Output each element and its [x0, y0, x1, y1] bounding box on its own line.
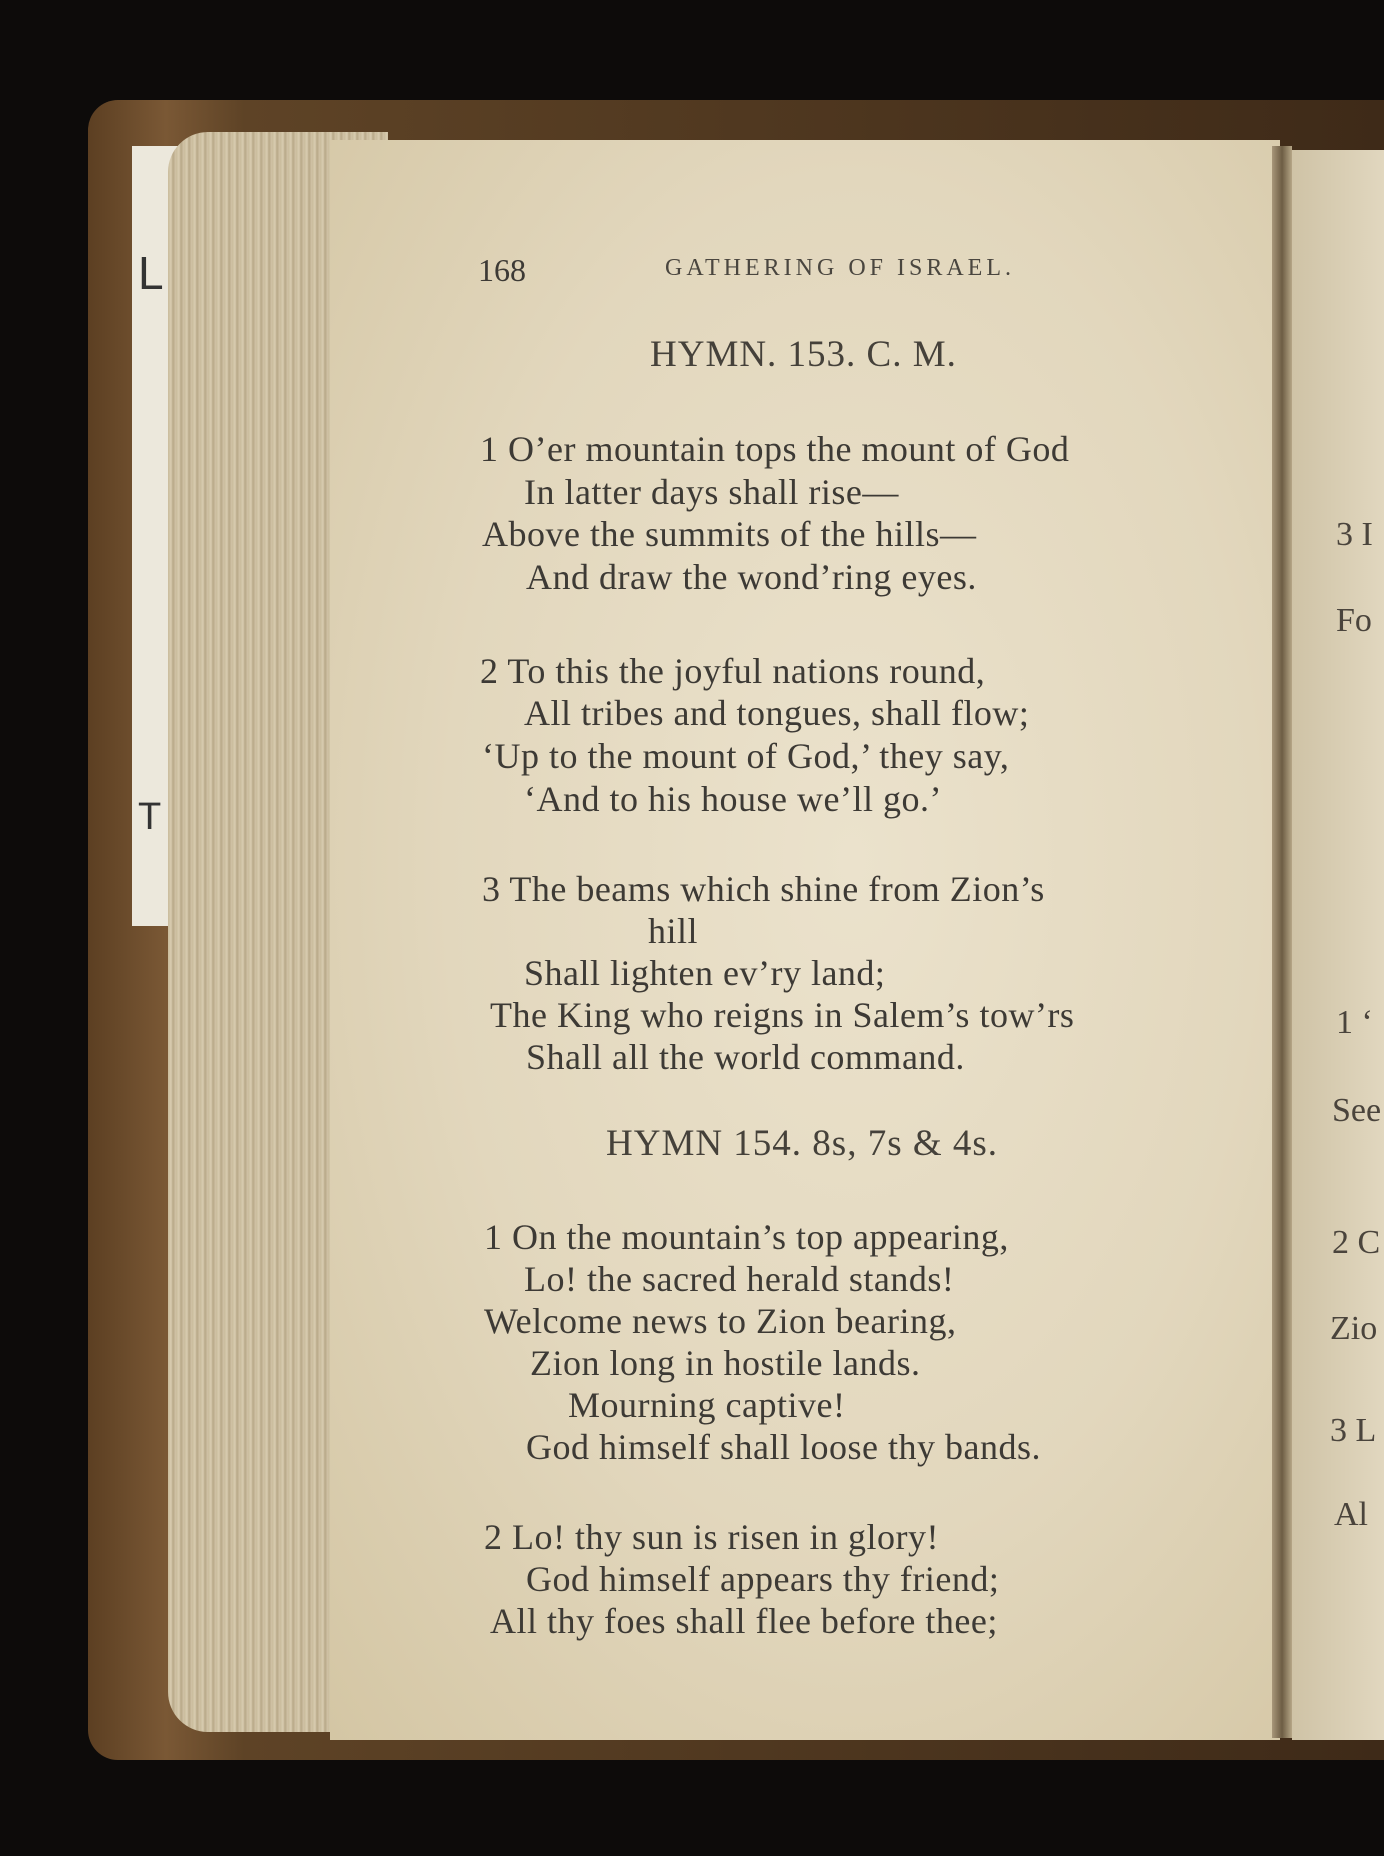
- hymn-line: ‘Up to the mount of God,’ they say,: [482, 736, 1010, 776]
- right-page: [1292, 150, 1384, 1740]
- slip-letter-l: L: [138, 247, 164, 299]
- hymn-line: The King who reigns in Salem’s tow’rs: [490, 995, 1075, 1035]
- hymn-line: Lo! the sacred herald stands!: [524, 1259, 955, 1299]
- hymn-line: Shall all the world command.: [526, 1037, 965, 1077]
- right-fragment: Fo: [1336, 602, 1372, 639]
- hymn-line: Above the summits of the hills—: [482, 514, 977, 554]
- hymn-line: 1 On the mountain’s top appearing,: [484, 1217, 1009, 1257]
- right-fragment: Al: [1334, 1496, 1368, 1533]
- hymn-line: Shall lighten ev’ry land;: [524, 953, 886, 993]
- right-fragment: 3 I: [1336, 516, 1373, 553]
- hymn-line: And draw the wond’ring eyes.: [526, 557, 977, 597]
- right-fragment: 2 C: [1332, 1224, 1381, 1261]
- hymn-line: ‘And to his house we’ll go.’: [524, 779, 942, 819]
- hymn-line: God himself shall loose thy bands.: [526, 1427, 1041, 1467]
- hymn-line: All tribes and tongues, shall flow;: [524, 693, 1030, 733]
- hymn-line: hill: [648, 911, 699, 951]
- running-head: GATHERING OF ISRAEL.: [665, 255, 1015, 281]
- hymn-line: Mourning captive!: [568, 1385, 846, 1425]
- hymn-line: 2 Lo! thy sun is risen in glory!: [484, 1517, 939, 1557]
- hymn-line: God himself appears thy friend;: [526, 1559, 1000, 1599]
- hymn-line: Zion long in hostile lands.: [530, 1343, 921, 1383]
- slip-letter-t: T: [138, 796, 162, 838]
- hymn-line: 2 To this the joyful nations round,: [480, 651, 986, 691]
- right-fragment: Zio: [1330, 1310, 1378, 1347]
- right-fragment: See: [1332, 1092, 1382, 1129]
- hymn-line: 1 O’er mountain tops the mount of God: [480, 429, 1070, 469]
- hymn-line: All thy foes shall flee before thee;: [490, 1601, 998, 1641]
- page-number: 168: [478, 252, 526, 288]
- hymn-153-title: HYMN. 153. C. M.: [650, 334, 957, 375]
- hymn-154-title: HYMN 154. 8s, 7s & 4s.: [606, 1123, 999, 1164]
- hymn-line: Welcome news to Zion bearing,: [484, 1301, 957, 1341]
- hymn-line: In latter days shall rise—: [524, 472, 899, 512]
- hymn-line: 3 The beams which shine from Zion’s: [482, 869, 1045, 909]
- book-page: [330, 140, 1280, 1740]
- right-fragment: 3 L: [1330, 1412, 1377, 1449]
- right-fragment: 1 ‘: [1336, 1004, 1373, 1041]
- book-gutter: [1272, 146, 1292, 1738]
